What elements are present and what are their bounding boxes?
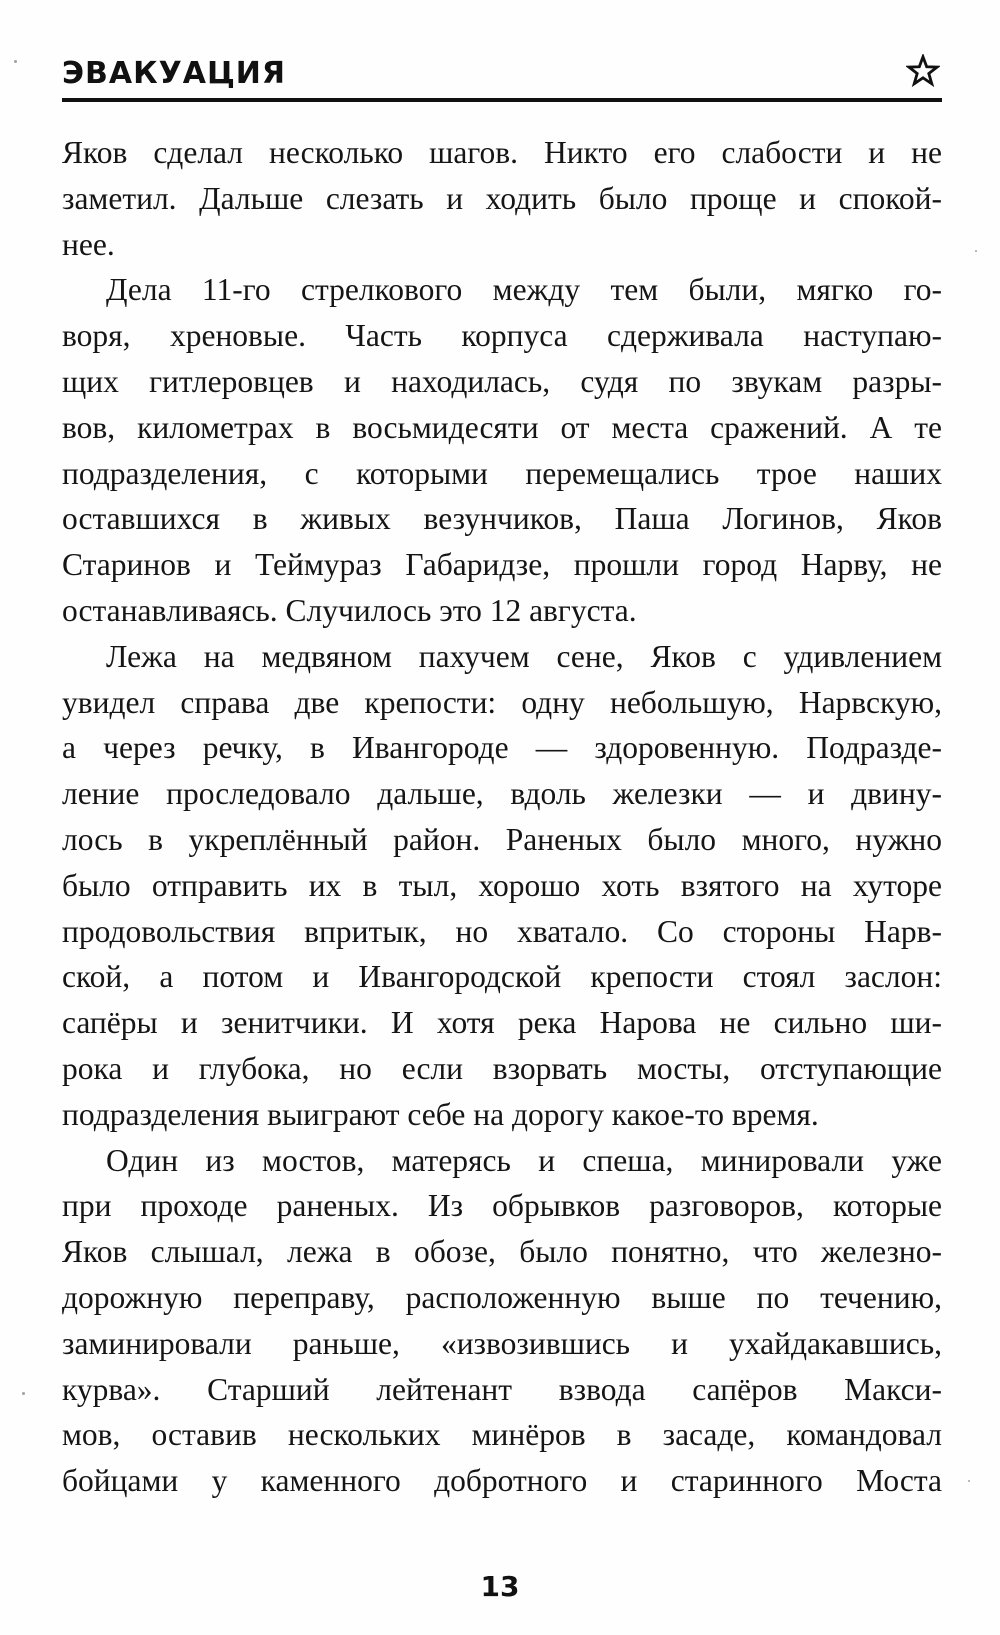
text-line: Дела 11-го стрелкового между тем были, мягко го- <box>106 272 942 308</box>
running-title: ЭВАКУАЦИЯ <box>62 56 287 91</box>
text-line: заминировали раньше, «извозившись и ухайдакавшись, <box>62 1325 942 1361</box>
text-line: сапёры и зенитчики. И хотя река Нарова не сильно ши- <box>62 1005 942 1041</box>
star-outline-icon <box>906 54 940 88</box>
running-header <box>62 52 942 102</box>
text-line: вов, километрах в восьмидесяти от места сражений. А те <box>62 409 942 445</box>
text-line: Один из мостов, матерясь и спеша, минировали уже <box>106 1142 942 1178</box>
scan-speck <box>14 60 17 63</box>
text-line: оставшихся в живых везунчиков, Паша Логинов, Яков <box>62 501 942 537</box>
text-line: щих гитлеровцев и находилась, судя по звукам разры- <box>62 363 942 399</box>
text-line: подразделения, с которыми перемещались трое наших <box>62 455 942 491</box>
text-line: Старинов и Теймураз Габаридзе, прошли город Нарву, не <box>62 547 942 583</box>
scan-speck <box>22 1392 25 1395</box>
text-line: рока и глубока, но если взорвать мосты, отступающие <box>62 1050 942 1086</box>
text-line: лось в укреплённый район. Раненых было много, нужно <box>62 821 942 857</box>
body-text <box>62 130 942 1504</box>
scan-speck <box>968 1480 970 1482</box>
text-line: Яков слышал, лежа в обозе, было понятно, что железно- <box>62 1234 942 1270</box>
text-line: увидел справа две крепости: одну небольшую, Нарвскую, <box>62 684 942 720</box>
text-line: останавливаясь. Случилось это 12 августа. <box>62 592 637 628</box>
text-line: было отправить их в тыл, хорошо хоть взятого на хуторе <box>62 867 942 903</box>
text-line: мов, оставив нескольких минёров в засаде, командовал <box>62 1417 942 1453</box>
text-line: воря, хреновые. Часть корпуса сдерживала наступаю- <box>62 318 942 354</box>
text-line: Лежа на медвяном пахучем сене, Яков с удивлением <box>106 638 942 674</box>
scan-speck <box>975 250 977 252</box>
text-line: Яков сделал несколько шагов. Никто его слабости и не <box>62 135 942 170</box>
text-line: при проходе раненых. Из обрывков разговоров, которые <box>62 1188 942 1224</box>
text-line: ской, а потом и Ивангородской крепости стоял заслон: <box>62 959 942 995</box>
text-line: а через речку, в Ивангороде — здоровенную. Подразде- <box>62 730 942 766</box>
text-line: курва». Старший лейтенант взвода сапёров Макси- <box>62 1371 942 1407</box>
page-number: 13 <box>480 1570 520 1603</box>
text-line: нее. <box>62 226 115 262</box>
text-line: бойцами у каменного добротного и старинного Моста <box>62 1463 942 1499</box>
text-line: дорожную переправу, расположенную выше по течению, <box>62 1279 942 1315</box>
text-line: продовольствия впритык, но хватало. Со стороны Нарв- <box>62 913 942 949</box>
text-line: ление проследовало дальше, вдоль железки — и двину- <box>62 776 942 812</box>
text-line: подразделения выиграют себе на дорогу какое-то время. <box>62 1096 819 1132</box>
text-line: заметил. Дальше слезать и ходить было проще и спокой- <box>62 180 942 216</box>
